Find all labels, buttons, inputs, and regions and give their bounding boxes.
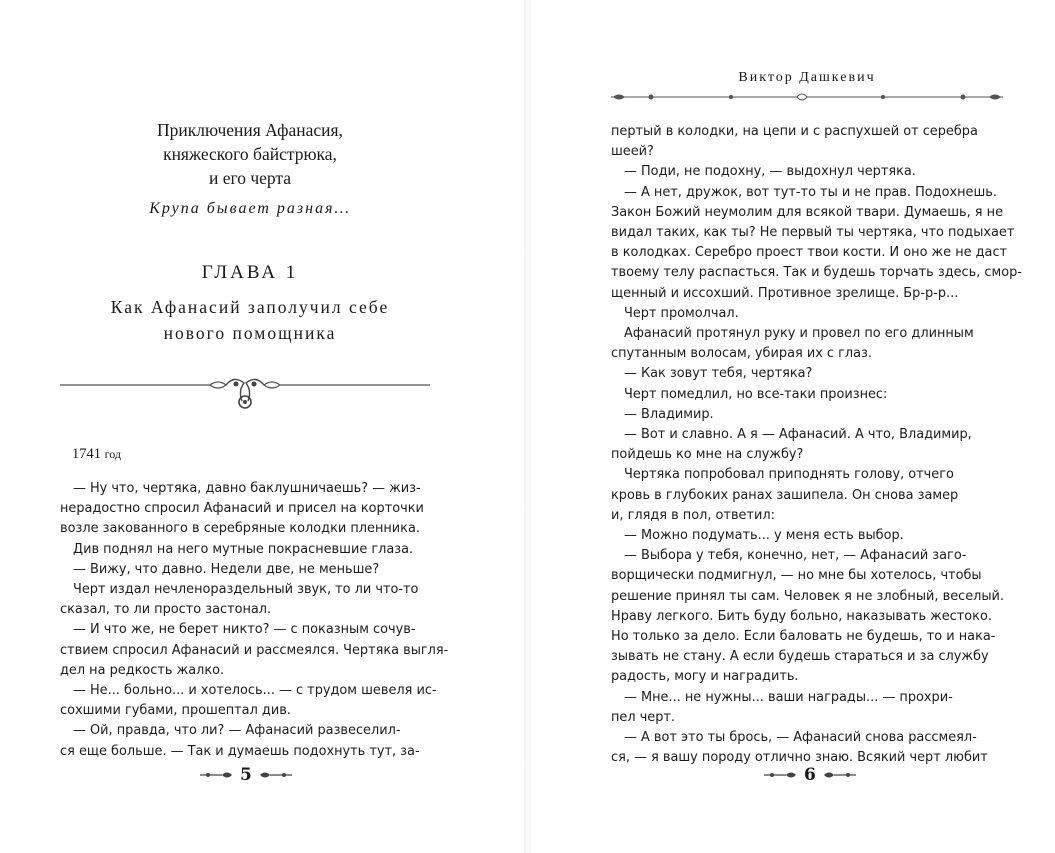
left-page-folio [200, 763, 292, 787]
text-line: Закон Божий неумолим для всякой твари. Думаешь, я не [611, 204, 1003, 220]
text-line: — Не... больно... и хотелось... — с трудом шевеля ис- [73, 683, 437, 699]
text-line: щенный и иссохший. Противное зрелище. Бр-р-р... [611, 285, 959, 301]
text-line: твоему телу распасться. Так и будешь торчать здесь, смор- [611, 265, 1022, 281]
text-line: Черт промолчал. [624, 305, 739, 321]
folio-ornament-right-icon [822, 769, 856, 781]
right-page-folio [764, 763, 856, 787]
chapter-number: ГЛАВА 1 [201, 262, 299, 283]
folio-ornament-left-icon [764, 769, 798, 781]
text-line: — Как зовут тебя, чертяка? [624, 366, 813, 382]
text-line: — Мне... не нужны... ваши награды... — прохри- [624, 689, 953, 705]
text-line: Чертяка попробовал приподнять голову, отчего [624, 467, 954, 483]
page-number: 5 [240, 765, 252, 785]
book-title-line: Приключения Афанасия, [157, 120, 343, 140]
text-line: дел на редкость жалко. [60, 662, 225, 678]
text-line: ся еще больше. — Так и думаешь подохнуть тут, за- [60, 743, 420, 759]
left-page [0, 0, 524, 853]
text-line: спутанным волосам, убирая их с глаз. [611, 346, 872, 362]
text-line: Афанасий протянул руку и провел по его длинным [624, 326, 974, 342]
text-line: Черт помедлил, но все-таки произнес: [624, 386, 888, 402]
year-value: 1741 [72, 446, 101, 462]
left-body-text [60, 479, 450, 762]
text-line: в колодках. Серебро проест твои кости. И оно же не даст [611, 245, 1008, 261]
book-title-line: и его черта [208, 168, 292, 188]
text-line: радость, могу и наградить. [611, 669, 799, 685]
folio-ornament-right-icon [258, 769, 292, 781]
text-line: сказал, то ли просто застонал. [60, 602, 272, 618]
text-line: ствием спросил Афанасий и рассмеялся. Чертяка выгля- [60, 642, 449, 658]
text-line: — Ой, правда, что ли? — Афанасий развеселил- [73, 723, 401, 739]
text-line: зывать не стану. А если будешь стараться и за службу [611, 649, 989, 665]
epigraph: Крупа бывает разная… [149, 200, 351, 217]
text-line: — Ну что, чертяка, давно баклушничаешь? — жиз- [73, 481, 421, 496]
text-line: видал таких, как ты? Не первый ты чертяка, что подыхает [611, 225, 1015, 241]
year-heading [72, 446, 121, 463]
text-line: — Вот и славно. А я — Афанасий. А что, Владимир, [624, 427, 972, 443]
text-line: и, глядя в пол, ответил: [611, 507, 775, 523]
text-line: Див поднял на него мутные покрасневшие глаза. [73, 541, 414, 557]
running-head: Виктор Дашкевич [738, 70, 876, 85]
text-line: — Поди, не подохну, — выдохнул чертяка. [624, 164, 916, 180]
text-line: шеей? [611, 144, 654, 160]
chapter-title [60, 294, 440, 346]
book-title [60, 118, 440, 190]
text-line: решение принял ты сам. Человек я не злобный, веселый. [611, 588, 1005, 604]
text-line: — И что же, не берет никто? — с показным сочув- [73, 622, 416, 638]
folio-ornament-left-icon [200, 769, 234, 781]
chapter-title-line: нового помощника [163, 323, 337, 343]
text-line: пел черт. [611, 709, 676, 725]
text-line: — Владимир. [624, 406, 714, 422]
page-number: 6 [804, 765, 816, 785]
book-gutter [524, 0, 531, 853]
text-line: Нраву легкого. Бить буду больно, наказывать жестоко. [611, 608, 992, 624]
text-line: кровь в глубоких ранах зашипела. Он снова замер [611, 487, 959, 503]
chapter-ornament-icon [60, 372, 430, 416]
text-line: — А нет, дружок, вот тут-то ты и не прав. Подохнешь. [624, 184, 997, 200]
text-line: — А вот это ты брось, — Афанасий снова рассмеял- [624, 730, 977, 746]
text-line: пойдешь ко мне на службу? [611, 447, 804, 463]
text-line: Черт издал нечленораздельный звук, то ли что-то [73, 582, 419, 598]
text-line: пертый в колодки, на цепи и с распухшей от серебра [611, 124, 978, 139]
text-line: — Вижу, что давно. Недели две, не меньше? [73, 561, 380, 577]
text-line: Но только за дело. Если баловать не будешь, то и нака- [611, 629, 996, 645]
text-line: сохшими губами, прошептал див. [60, 703, 291, 719]
text-line: — Выбора у тебя, конечно, нет, — Афанасий заго- [624, 548, 967, 564]
year-unit: год [104, 447, 122, 461]
book-title-line: княжеского байстрюка, [163, 144, 337, 164]
text-line: возле закованного в серебряные колодки пленника. [60, 521, 420, 537]
running-head-ornament-icon [611, 90, 1003, 104]
text-line: — Можно подумать... у меня есть выбор. [624, 528, 904, 544]
text-line: ся, — я вашу породу отлично знаю. Всякий черт любит [611, 750, 988, 766]
text-line: нерадостно спросил Афанасий и присел на корточки [60, 501, 424, 517]
chapter-title-line: Как Афанасий заполучил себе [110, 297, 390, 317]
text-line: ворщически подмигнул, — но мне бы хотелось, чтобы [611, 568, 982, 584]
right-body-text [611, 122, 1022, 769]
